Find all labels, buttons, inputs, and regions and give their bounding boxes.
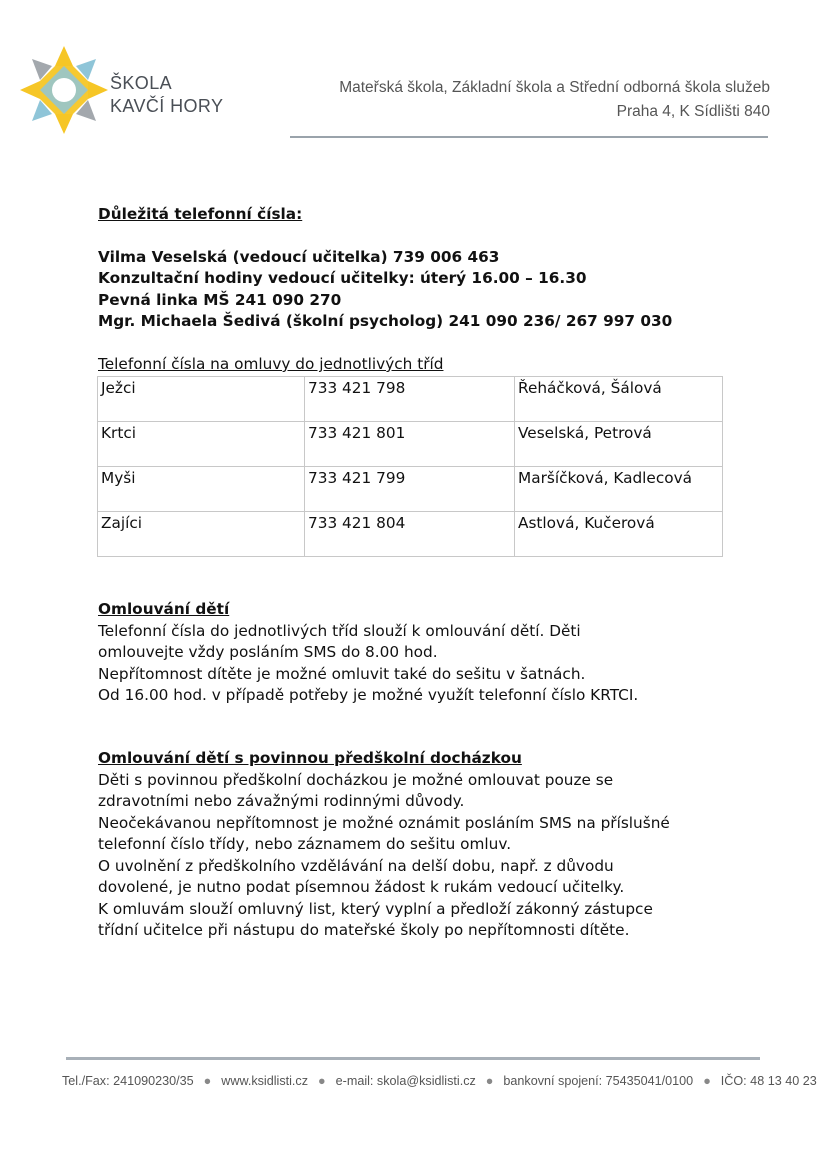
- classes-table: [97, 376, 723, 557]
- bullet-icon: ●: [203, 1074, 212, 1088]
- class-name: Ježci: [98, 377, 305, 422]
- paragraph-line: třídní učitelce při nástupu do mateřské školy po nepřítomnosti dítěte.: [98, 921, 630, 939]
- class-phone: 733 421 799: [305, 467, 515, 512]
- excuse-heading: Omlouvání dětí: [98, 600, 230, 618]
- bullet-icon: ●: [703, 1074, 711, 1088]
- school-header: [339, 76, 770, 124]
- class-name: Krtci: [98, 422, 305, 467]
- excuse-section: [98, 599, 738, 707]
- phones-section: [98, 204, 738, 333]
- logo-wordmark: [110, 72, 223, 118]
- paragraph-line: Telefonní čísla do jednotlivých tříd slouží k omlouvání dětí. Děti: [98, 621, 581, 640]
- class-teachers: Maršíčková, Kadlecová: [515, 467, 723, 512]
- paragraph-line: Neočekávanou nepřítomnost je možné oznámit posláním SMS na příslušné: [98, 813, 670, 832]
- paragraph-line: zdravotními nebo závažnými rodinnými důvody.: [98, 792, 465, 810]
- preschool-section: [98, 748, 738, 942]
- sun-logo-icon: [20, 46, 108, 134]
- school-name: Mateřská škola, Základní škola a Střední odborná škola služeb: [339, 79, 770, 96]
- phone-line: Pevná linka MŠ 241 090 270: [98, 290, 342, 309]
- paragraph-line: Děti s povinnou předškolní docházkou je možné omlouvat pouze se: [98, 770, 614, 789]
- phones-heading: Důležitá telefonní čísla:: [98, 205, 303, 223]
- school-address: Praha 4, K Sídlišti 840: [616, 103, 770, 120]
- table-row: [98, 377, 723, 422]
- school-logo: [18, 44, 110, 136]
- footer-ico: IČO: 48 13 40 23: [720, 1074, 817, 1088]
- logo-line-1: ŠKOLA: [110, 73, 173, 93]
- table-row: [98, 422, 723, 467]
- paragraph-line: telefonní číslo třídy, nebo záznamem do sešitu omluv.: [98, 835, 512, 853]
- class-teachers: Řeháčková, Šálová: [515, 377, 723, 422]
- paragraph-line: Nepřítomnost dítěte je možné omluvit také do sešitu v šatnách.: [98, 664, 586, 683]
- preschool-heading: Omlouvání dětí s povinnou předškolní docházkou: [98, 749, 522, 767]
- logo-line-2: KAVČÍ HORY: [110, 96, 224, 116]
- footer-web: www.ksidlisti.cz: [221, 1074, 309, 1088]
- paragraph-line: K omluvám slouží omluvný list, který vyplní a předloží zákonný zástupce: [98, 899, 653, 918]
- paragraph-line: O uvolnění z předškolního vzdělávání na delší dobu, např. z důvodu: [98, 856, 614, 875]
- footer-tel: Tel./Fax: 241090230/35: [62, 1074, 194, 1088]
- phone-line: Vilma Veselská (vedoucí učitelka) 739 006 463: [98, 247, 500, 266]
- header-divider: [290, 136, 768, 138]
- footer-divider: [66, 1057, 760, 1060]
- class-phone: 733 421 804: [305, 512, 515, 557]
- classes-caption: Telefonní čísla na omluvy do jednotlivých tříd: [98, 355, 444, 373]
- class-teachers: Astlová, Kučerová: [515, 512, 723, 557]
- footer-email: e-mail: skola@ksidlisti.cz: [335, 1074, 476, 1088]
- bullet-icon: ●: [318, 1074, 326, 1088]
- footer-bank: bankovní spojení: 75435041/0100: [503, 1074, 694, 1088]
- table-row: [98, 512, 723, 557]
- paragraph-line: Od 16.00 hod. v případě potřeby je možné využít telefonní číslo KRTCI.: [98, 686, 639, 704]
- class-phone: 733 421 798: [305, 377, 515, 422]
- class-name: Myši: [98, 467, 305, 512]
- class-name: Zajíci: [98, 512, 305, 557]
- table-row: [98, 467, 723, 512]
- class-teachers: Veselská, Petrová: [515, 422, 723, 467]
- paragraph-line: omlouvejte vždy posláním SMS do 8.00 hod.: [98, 643, 438, 661]
- footer: [62, 1074, 817, 1088]
- class-phone: 733 421 801: [305, 422, 515, 467]
- phone-line: Konzultační hodiny vedoucí učitelky: úterý 16.00 – 16.30: [98, 269, 587, 287]
- paragraph-line: dovolené, je nutno podat písemnou žádost k rukám vedoucí učitelky.: [98, 878, 625, 896]
- phone-line: Mgr. Michaela Šedivá (školní psycholog) 241 090 236/ 267 997 030: [98, 312, 673, 330]
- bullet-icon: ●: [485, 1074, 494, 1088]
